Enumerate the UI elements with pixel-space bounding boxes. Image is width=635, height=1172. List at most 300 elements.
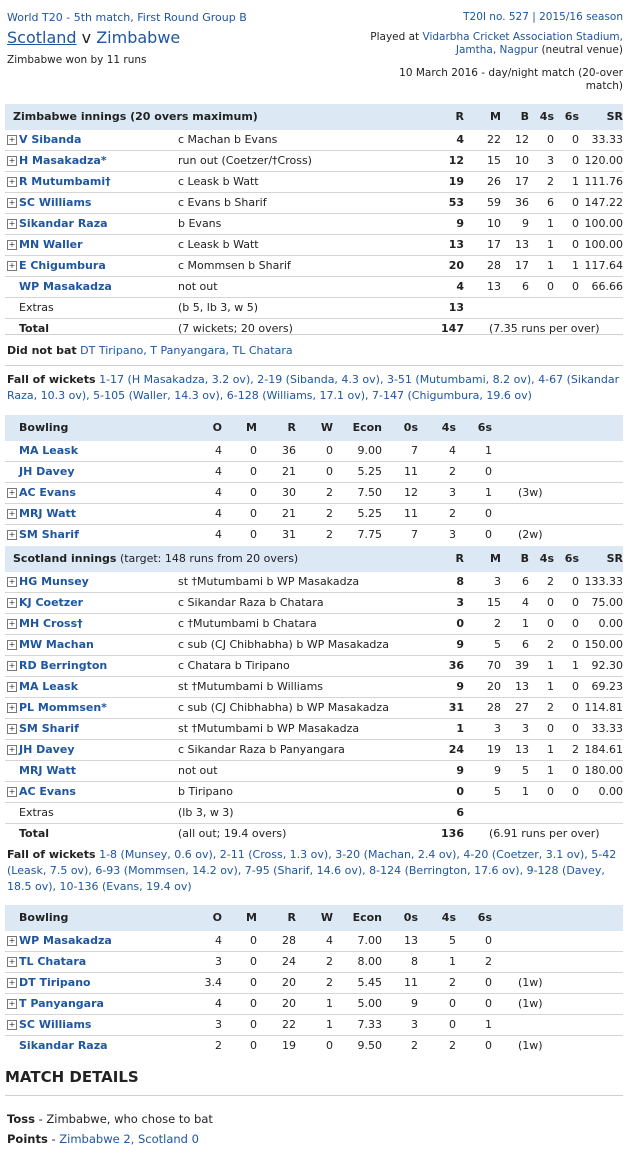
match-result: Zimbabwe won by 11 runs bbox=[7, 54, 147, 66]
stat-o: 3 bbox=[215, 955, 222, 968]
stat-sr: 100.00 bbox=[584, 217, 623, 230]
innings-title: Scotland innings (target: 148 runs from 20 overs) bbox=[13, 552, 299, 565]
bowling-row bbox=[5, 1035, 623, 1056]
dnb-label: Did not bat bbox=[7, 344, 77, 357]
bowler-name[interactable]: MRJ Watt bbox=[19, 507, 77, 520]
expand-icon[interactable]: + bbox=[8, 577, 16, 586]
col-header-r: R bbox=[455, 110, 464, 123]
stat-sr: 111.76 bbox=[584, 175, 623, 188]
stat-sr: 0.00 bbox=[598, 785, 623, 798]
batsman-name[interactable]: MRJ Watt bbox=[19, 764, 77, 777]
expand-icon[interactable]: + bbox=[8, 1020, 16, 1029]
col-header-b: B bbox=[520, 110, 529, 123]
stat-m: 0 bbox=[250, 528, 257, 541]
expand-icon[interactable]: + bbox=[8, 978, 16, 987]
dismissal: not out bbox=[178, 280, 218, 293]
stat-b: 36 bbox=[515, 196, 529, 209]
stat-sr: 147.22 bbox=[584, 196, 623, 209]
stat-w: 2 bbox=[326, 976, 333, 989]
extras-note: (1w) bbox=[518, 1039, 543, 1052]
stat-4s: 2 bbox=[449, 1039, 456, 1052]
match-number[interactable]: T20I no. 527 | 2015/16 season bbox=[463, 11, 623, 23]
stat-w: 2 bbox=[326, 528, 333, 541]
stat-4s: 2 bbox=[547, 701, 554, 714]
stat-w: 1 bbox=[326, 997, 333, 1010]
stat-m: 28 bbox=[487, 259, 501, 272]
stat-econ: 5.25 bbox=[357, 465, 382, 478]
stat-6s: 2 bbox=[572, 743, 579, 756]
batsman-name[interactable]: RD Berrington bbox=[19, 659, 108, 672]
stat-sr: 75.00 bbox=[591, 596, 623, 609]
stat-4s: 0 bbox=[449, 997, 456, 1010]
fow-label: Fall of wickets bbox=[7, 373, 96, 386]
expand-icon[interactable]: + bbox=[8, 530, 16, 539]
batsman-name[interactable]: SC Williams bbox=[19, 196, 92, 209]
match-details-title: MATCH DETAILS bbox=[5, 1068, 139, 1086]
stat-m: 15 bbox=[487, 154, 501, 167]
stat-6s: 0 bbox=[572, 217, 579, 230]
batting-row bbox=[5, 697, 623, 718]
stat-4s: 4 bbox=[449, 444, 456, 457]
batsman-name[interactable]: WP Masakadza bbox=[19, 280, 112, 293]
stat-sr: 66.66 bbox=[591, 280, 623, 293]
batting-row bbox=[5, 572, 623, 592]
stat-o: 2 bbox=[215, 1039, 222, 1052]
expand-icon[interactable]: + bbox=[8, 488, 16, 497]
batsman-name[interactable]: E Chigumbura bbox=[19, 259, 106, 272]
stat-4s: 1 bbox=[547, 743, 554, 756]
stat-r: 36 bbox=[448, 659, 464, 672]
stat-4s: 2 bbox=[449, 507, 456, 520]
expand-icon[interactable]: + bbox=[8, 240, 16, 249]
batsman-name[interactable]: MW Machan bbox=[19, 638, 94, 651]
stat-4s: 3 bbox=[449, 486, 456, 499]
points-line bbox=[7, 1131, 622, 1147]
batting-row bbox=[5, 739, 623, 760]
expand-icon[interactable]: + bbox=[8, 957, 16, 966]
bowler-name[interactable]: SM Sharif bbox=[19, 528, 79, 541]
expand-icon[interactable]: + bbox=[8, 156, 16, 165]
bowler-name[interactable]: WP Masakadza bbox=[19, 934, 112, 947]
toss-line bbox=[7, 1111, 622, 1127]
stat-b: 13 bbox=[515, 680, 529, 693]
stat-b: 1 bbox=[522, 785, 529, 798]
toss-label: Toss bbox=[7, 1112, 35, 1126]
stat-b: 13 bbox=[515, 743, 529, 756]
expand-icon[interactable]: + bbox=[8, 198, 16, 207]
batting-row bbox=[5, 130, 623, 150]
stat-o: 4 bbox=[215, 934, 222, 947]
stat-o: 3 bbox=[215, 1018, 222, 1031]
stat-sr: 33.33 bbox=[591, 722, 623, 735]
dismissal: run out (Coetzer/†Cross) bbox=[178, 154, 312, 167]
stat-econ: 7.33 bbox=[357, 1018, 382, 1031]
stat-6s: 0 bbox=[485, 507, 492, 520]
stat-r: 21 bbox=[282, 507, 296, 520]
batting-row bbox=[5, 718, 623, 739]
stat-0s: 2 bbox=[411, 1039, 418, 1052]
stat-sr: 133.33 bbox=[584, 575, 623, 588]
stat-r: 9 bbox=[456, 680, 464, 693]
stat-r: 3 bbox=[456, 596, 464, 609]
bowling-row bbox=[5, 951, 623, 972]
extras-total: 13 bbox=[448, 301, 464, 314]
col-header-4s: 4s bbox=[441, 911, 456, 924]
stat-r: 20 bbox=[282, 976, 296, 989]
team2-link[interactable]: Zimbabwe bbox=[96, 28, 181, 47]
venue-link[interactable]: Vidarbha Cricket Association Stadium, Jamtha, Nagpur bbox=[422, 31, 623, 56]
dismissal: not out bbox=[178, 764, 218, 777]
batsman-name[interactable]: MH Cross† bbox=[19, 617, 83, 630]
expand-icon[interactable]: + bbox=[8, 661, 16, 670]
stat-4s: 0 bbox=[547, 280, 554, 293]
stat-r: 24 bbox=[448, 743, 464, 756]
expand-icon[interactable]: + bbox=[8, 640, 16, 649]
divider bbox=[5, 365, 623, 366]
expand-icon[interactable]: + bbox=[8, 703, 16, 712]
batting-row bbox=[5, 171, 623, 192]
stat-r: 20 bbox=[448, 259, 464, 272]
col-header-m: M bbox=[490, 110, 501, 123]
stat-4s: 0 bbox=[449, 1018, 456, 1031]
batting-row bbox=[5, 234, 623, 255]
bowling-row bbox=[5, 441, 623, 461]
col-header-sr: SR bbox=[606, 552, 623, 565]
batting-row bbox=[5, 255, 623, 276]
teams-title bbox=[7, 28, 180, 47]
stat-b: 17 bbox=[515, 259, 529, 272]
extras-row bbox=[5, 297, 623, 318]
batsman-name[interactable]: HG Munsey bbox=[19, 575, 89, 588]
points-text: Zimbabwe 2, Scotland 0 bbox=[59, 1132, 199, 1146]
bowler-name[interactable]: SC Williams bbox=[19, 1018, 92, 1031]
expand-icon[interactable]: + bbox=[8, 787, 16, 796]
expand-icon[interactable]: + bbox=[8, 598, 16, 607]
extras-row bbox=[5, 802, 623, 823]
stat-6s: 0 bbox=[572, 680, 579, 693]
stat-w: 4 bbox=[326, 934, 333, 947]
divider bbox=[5, 334, 623, 335]
stat-m: 9 bbox=[494, 764, 501, 777]
expand-icon[interactable]: + bbox=[8, 999, 16, 1008]
stat-6s: 0 bbox=[572, 722, 579, 735]
stat-sr: 117.64 bbox=[584, 259, 623, 272]
stat-6s: 0 bbox=[572, 575, 579, 588]
stat-sr: 180.00 bbox=[584, 764, 623, 777]
stat-econ: 5.45 bbox=[357, 976, 382, 989]
stat-r: 0 bbox=[456, 785, 464, 798]
stat-r: 21 bbox=[282, 465, 296, 478]
stat-6s: 0 bbox=[572, 785, 579, 798]
stat-6s: 0 bbox=[572, 133, 579, 146]
stat-econ: 9.50 bbox=[357, 1039, 382, 1052]
stat-r: 1 bbox=[456, 722, 464, 735]
extras-note: (1w) bbox=[518, 976, 543, 989]
dismissal: c sub (CJ Chibhabha) b WP Masakadza bbox=[178, 638, 389, 651]
col-header-sr: SR bbox=[606, 110, 623, 123]
expand-icon[interactable]: + bbox=[8, 724, 16, 733]
stat-r: 13 bbox=[448, 238, 464, 251]
stat-r: 24 bbox=[282, 955, 296, 968]
stat-4s: 0 bbox=[547, 785, 554, 798]
stat-4s: 0 bbox=[547, 133, 554, 146]
batting-row bbox=[5, 634, 623, 655]
stat-econ: 7.00 bbox=[357, 934, 382, 947]
bowling-header bbox=[5, 415, 623, 441]
stat-o: 4 bbox=[215, 528, 222, 541]
bowling-row bbox=[5, 461, 623, 482]
batsman-name[interactable]: AC Evans bbox=[19, 785, 76, 798]
stat-w: 1 bbox=[326, 1018, 333, 1031]
stat-4s: 3 bbox=[449, 528, 456, 541]
stat-4s: 2 bbox=[449, 976, 456, 989]
stat-m: 0 bbox=[250, 976, 257, 989]
total-runs: 136 bbox=[441, 827, 464, 840]
match-header bbox=[0, 0, 635, 95]
stat-6s: 1 bbox=[572, 659, 579, 672]
batting-row bbox=[5, 276, 623, 297]
stat-4s: 5 bbox=[449, 934, 456, 947]
stat-w: 0 bbox=[326, 465, 333, 478]
stat-4s: 1 bbox=[547, 764, 554, 777]
stat-0s: 11 bbox=[404, 976, 418, 989]
batsman-name[interactable]: V Sibanda bbox=[19, 133, 82, 146]
col-header-econ: Econ bbox=[352, 911, 382, 924]
stat-6s: 0 bbox=[485, 997, 492, 1010]
stat-o: 4 bbox=[215, 465, 222, 478]
total-row bbox=[5, 823, 623, 844]
stat-r: 4 bbox=[456, 133, 464, 146]
extras-label: Extras bbox=[19, 806, 54, 819]
expand-icon[interactable]: + bbox=[8, 619, 16, 628]
stat-6s: 0 bbox=[572, 196, 579, 209]
bowling-row bbox=[5, 931, 623, 951]
stat-b: 12 bbox=[515, 133, 529, 146]
stat-r: 9 bbox=[456, 764, 464, 777]
dismissal: c Mommsen b Sharif bbox=[178, 259, 291, 272]
stat-4s: 6 bbox=[547, 196, 554, 209]
stat-r: 9 bbox=[456, 638, 464, 651]
stat-m: 0 bbox=[250, 465, 257, 478]
batsman-name[interactable]: R Mutumbami† bbox=[19, 175, 111, 188]
fow-text: 1-8 (Munsey, 0.6 ov), 2-11 (Cross, 1.3 ov), 3-20 (Machan, 2.4 ov), 4-20 (Coetzer, 3.1 ov), 5-42 (Leask, 7.5 ov), 6-93 (Mommsen, 14.2 ov), 7-95 (Sharif, 14.6 ov), 8-124 (Berrington, 17.6 ov), 9-128 (Davey, 18.5 ov), 10-136 (Evans, 19.4 ov) bbox=[7, 848, 617, 893]
stat-sr: 0.00 bbox=[598, 617, 623, 630]
total-detail: (all out; 19.4 overs) bbox=[178, 827, 287, 840]
stat-m: 0 bbox=[250, 1018, 257, 1031]
batsman-name[interactable]: H Masakadza* bbox=[19, 154, 107, 167]
bowling-title: Bowling bbox=[19, 421, 69, 434]
bowling-row bbox=[5, 972, 623, 993]
stat-r: 36 bbox=[282, 444, 296, 457]
bowling-row bbox=[5, 993, 623, 1014]
stat-r: 9 bbox=[456, 217, 464, 230]
batsman-name[interactable]: SM Sharif bbox=[19, 722, 79, 735]
dismissal: c Sikandar Raza b Panyangara bbox=[178, 743, 345, 756]
batting-row bbox=[5, 213, 623, 234]
stat-4s: 1 bbox=[547, 259, 554, 272]
stat-6s: 1 bbox=[485, 1018, 492, 1031]
innings-title: Zimbabwe innings (20 overs maximum) bbox=[13, 110, 258, 123]
bowler-name[interactable]: JH Davey bbox=[19, 465, 75, 478]
bowler-name[interactable]: AC Evans bbox=[19, 486, 76, 499]
bowler-name[interactable]: TL Chatara bbox=[19, 955, 87, 968]
stat-b: 5 bbox=[522, 764, 529, 777]
dismissal: c Leask b Watt bbox=[178, 175, 259, 188]
stat-r: 8 bbox=[456, 575, 464, 588]
batting-row bbox=[5, 192, 623, 213]
match-info bbox=[363, 11, 623, 93]
bowling-header bbox=[5, 905, 623, 931]
dismissal: b Evans bbox=[178, 217, 222, 230]
bowler-name[interactable]: Sikandar Raza bbox=[19, 1039, 108, 1052]
bowler-name[interactable]: MA Leask bbox=[19, 444, 79, 457]
dismissal: c Sikandar Raza b Chatara bbox=[178, 596, 324, 609]
stat-b: 39 bbox=[515, 659, 529, 672]
stat-m: 0 bbox=[250, 934, 257, 947]
stat-0s: 13 bbox=[404, 934, 418, 947]
stat-r: 19 bbox=[448, 175, 464, 188]
stat-b: 4 bbox=[522, 596, 529, 609]
expand-icon[interactable]: + bbox=[8, 745, 16, 754]
bowling-row bbox=[5, 524, 623, 545]
stat-r: 19 bbox=[282, 1039, 296, 1052]
fow-text: 1-17 (H Masakadza, 3.2 ov), 2-19 (Sibanda, 4.3 ov), 3-51 (Mutumbami, 8.2 ov), 4-67 (Sikandar Raza, 10.3 ov), 5-105 (Waller, 14.3 ov), 6-128 (Williams, 17.1 ov), 7-147 (Chigumbura, 19.6 ov) bbox=[7, 373, 620, 402]
extras-note: (3w) bbox=[518, 486, 543, 499]
stat-6s: 1 bbox=[485, 486, 492, 499]
stat-m: 0 bbox=[250, 955, 257, 968]
stat-6s: 0 bbox=[572, 238, 579, 251]
stat-6s: 0 bbox=[572, 617, 579, 630]
stat-econ: 7.75 bbox=[357, 528, 382, 541]
bowler-name[interactable]: DT Tiripano bbox=[19, 976, 91, 989]
stat-w: 2 bbox=[326, 955, 333, 968]
expand-icon[interactable]: + bbox=[8, 135, 16, 144]
stat-sr: 114.81 bbox=[584, 701, 623, 714]
batsman-name[interactable]: PL Mommsen* bbox=[19, 701, 107, 714]
stat-6s: 0 bbox=[485, 528, 492, 541]
target-text: (target: 148 runs from 20 overs) bbox=[116, 552, 299, 565]
batting-header bbox=[5, 546, 623, 572]
innings1-bowling-table bbox=[5, 415, 623, 545]
total-detail: (7 wickets; 20 overs) bbox=[178, 322, 293, 335]
batsman-name[interactable]: KJ Coetzer bbox=[19, 596, 84, 609]
col-header-r: R bbox=[455, 552, 464, 565]
col-header-b: B bbox=[520, 552, 529, 565]
stat-m: 0 bbox=[250, 1039, 257, 1052]
stat-r: 30 bbox=[282, 486, 296, 499]
stat-econ: 8.00 bbox=[357, 955, 382, 968]
stat-0s: 11 bbox=[404, 507, 418, 520]
stat-m: 22 bbox=[487, 133, 501, 146]
stat-o: 4 bbox=[215, 997, 222, 1010]
stat-sr: 120.00 bbox=[584, 154, 623, 167]
stat-b: 1 bbox=[522, 617, 529, 630]
col-header-6s: 6s bbox=[564, 110, 579, 123]
batting-row bbox=[5, 613, 623, 634]
expand-icon[interactable]: + bbox=[8, 936, 16, 945]
stat-m: 10 bbox=[487, 217, 501, 230]
stat-6s: 0 bbox=[572, 596, 579, 609]
batsman-name[interactable]: JH Davey bbox=[19, 743, 75, 756]
stat-4s: 2 bbox=[547, 575, 554, 588]
stat-w: 0 bbox=[326, 1039, 333, 1052]
stat-0s: 9 bbox=[411, 997, 418, 1010]
expand-icon[interactable]: + bbox=[8, 509, 16, 518]
col-header-4s: 4s bbox=[441, 421, 456, 434]
stat-6s: 0 bbox=[485, 934, 492, 947]
team1-link[interactable]: Scotland bbox=[7, 28, 77, 47]
bowler-name[interactable]: T Panyangara bbox=[19, 997, 104, 1010]
stat-m: 0 bbox=[250, 486, 257, 499]
stat-4s: 2 bbox=[547, 175, 554, 188]
innings2-bowling-table bbox=[5, 905, 623, 1056]
expand-icon[interactable]: + bbox=[8, 261, 16, 270]
stat-4s: 1 bbox=[547, 680, 554, 693]
stat-r: 22 bbox=[282, 1018, 296, 1031]
stat-sr: 100.00 bbox=[584, 238, 623, 251]
total-row bbox=[5, 318, 623, 339]
stat-o: 3.4 bbox=[204, 976, 222, 989]
dismissal: st †Mutumbami b Williams bbox=[178, 680, 324, 693]
col-header-6s: 6s bbox=[477, 911, 492, 924]
stat-m: 59 bbox=[487, 196, 501, 209]
col-header-o: O bbox=[212, 911, 222, 924]
dismissal: b Tiripano bbox=[178, 785, 233, 798]
stat-6s: 0 bbox=[485, 465, 492, 478]
col-header-r: R bbox=[287, 911, 296, 924]
stat-r: 53 bbox=[448, 196, 464, 209]
series-title[interactable]: World T20 - 5th match, First Round Group B bbox=[7, 11, 247, 24]
stat-o: 4 bbox=[215, 486, 222, 499]
dismissal: c Evans b Sharif bbox=[178, 196, 267, 209]
fall-of-wickets-2 bbox=[7, 847, 622, 895]
stat-0s: 11 bbox=[404, 465, 418, 478]
col-header-r: R bbox=[287, 421, 296, 434]
batsman-name[interactable]: Sikandar Raza bbox=[19, 217, 108, 230]
expand-icon[interactable]: + bbox=[8, 682, 16, 691]
bowling-row bbox=[5, 503, 623, 524]
batsman-name[interactable]: MA Leask bbox=[19, 680, 79, 693]
batting-row bbox=[5, 150, 623, 171]
dismissal: c sub (CJ Chibhabha) b WP Masakadza bbox=[178, 701, 389, 714]
stat-6s: 1 bbox=[572, 259, 579, 272]
dnb-players[interactable]: DT Tiripano, T Panyangara, TL Chatara bbox=[80, 344, 293, 357]
fow-label: Fall of wickets bbox=[7, 848, 96, 861]
expand-icon[interactable]: + bbox=[8, 219, 16, 228]
stat-r: 4 bbox=[456, 280, 464, 293]
stat-0s: 7 bbox=[411, 528, 418, 541]
stat-0s: 3 bbox=[411, 1018, 418, 1031]
stat-m: 20 bbox=[487, 680, 501, 693]
col-header-m: M bbox=[246, 911, 257, 924]
stat-b: 27 bbox=[515, 701, 529, 714]
col-header-w: W bbox=[320, 911, 333, 924]
stat-r: 12 bbox=[448, 154, 464, 167]
expand-icon[interactable]: + bbox=[8, 177, 16, 186]
stat-w: 2 bbox=[326, 486, 333, 499]
stat-m: 13 bbox=[487, 280, 501, 293]
stat-econ: 5.00 bbox=[357, 997, 382, 1010]
stat-b: 9 bbox=[522, 217, 529, 230]
batting-header bbox=[5, 104, 623, 130]
batsman-name[interactable]: MN Waller bbox=[19, 238, 83, 251]
col-header-0s: 0s bbox=[403, 421, 418, 434]
stat-b: 3 bbox=[522, 722, 529, 735]
stat-econ: 9.00 bbox=[357, 444, 382, 457]
stat-4s: 1 bbox=[449, 955, 456, 968]
stat-w: 0 bbox=[326, 444, 333, 457]
col-header-4s: 4s bbox=[539, 110, 554, 123]
